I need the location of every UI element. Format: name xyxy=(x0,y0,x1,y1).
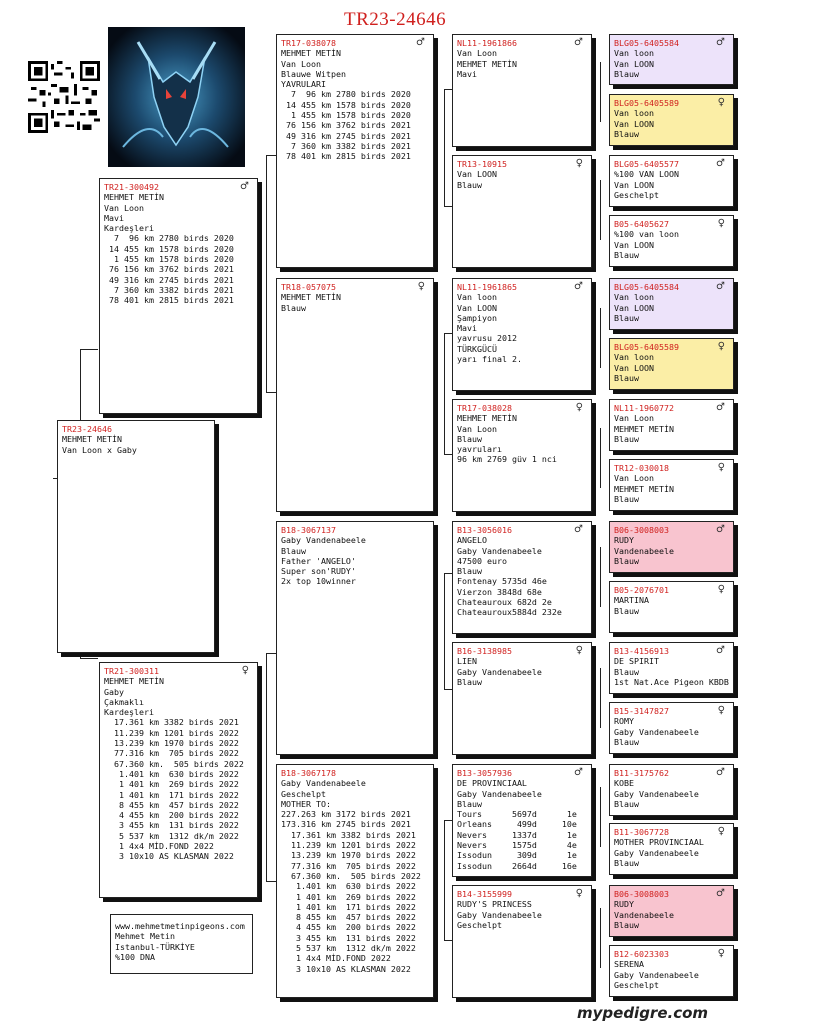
subject-card[interactable]: TR23-24646 MEHMET METİN Van Loon x Gaby xyxy=(57,420,215,653)
male-icon: ♂ xyxy=(716,281,725,292)
female-icon: ♀ xyxy=(575,888,583,899)
male-icon: ♂ xyxy=(716,402,725,413)
g4-card-15[interactable]: B12-6023303 ♀ SERENA Gaby Vandenabeele Geschelpt xyxy=(609,945,734,997)
pigeon-photo xyxy=(108,27,245,167)
male-icon: ♂ xyxy=(716,888,725,899)
male-icon: ♂ xyxy=(416,37,425,48)
g4-card-14[interactable]: B06-3008003 ♂ RUDY Vandenabeele Blauw xyxy=(609,885,734,937)
g4-card-2[interactable]: BLG05-6405577 ♂ %100 VAN LOON Van LOON Geschelpt xyxy=(609,155,734,207)
qr-code-icon xyxy=(28,61,100,133)
male-icon: ♂ xyxy=(716,767,725,778)
male-icon: ♂ xyxy=(574,37,583,48)
owner-info-box: www.mehmetmetinpigeons.com Mehmet Metin Istanbul-TÜRKİYE %100 DNA xyxy=(110,914,253,974)
male-icon: ♂ xyxy=(240,181,249,192)
g4-card-4[interactable]: BLG05-6405584 ♂ Van loon Van LOON Blauw xyxy=(609,278,734,330)
dam-card[interactable]: TR21-300311 ♀ MEHMET METİN Gaby Çakmaklı Kardeşleri 17.361 km 3382 birds 2021 11.239 km 1201 birds 2022 13.239 km 1970 birds 2022 77.316 km 705 birds 2022 67.360 km. 505 birds 2022 1.401 km 630 birds 2022 1 401 km 269 birds 2022 1 401 km 171 birds 2022 8 455 km 457 birds 2022 4 455 km 200 birds 2022 3 455 km 131 birds 2022 5 537 km 1312 dk/m 2022 1 4x4 MİD.FOND 2022 3 10x10 AS KLASMAN 2022 xyxy=(99,662,258,898)
g4-card-1[interactable]: BLG05-6405589 ♀ Van loon Van LOON Blauw xyxy=(609,94,734,146)
subject-ring: TR23-24646 xyxy=(62,424,112,434)
male-icon: ♂ xyxy=(574,767,583,778)
g4-card-0[interactable]: BLG05-6405584 ♂ Van loon Van LOON Blauw xyxy=(609,34,734,85)
g2-card-0[interactable]: TR17-038078 ♂ MEHMET METİN Van Loon Blauwe Witpen YAVRULARI 7 96 km 2780 birds 2020 14 455 km 1578 birds 2020 1 455 km 1578 birds 2020 76 156 km 3762 birds 2021 49 316 km 2745 birds 2021 7 360 km 3382 birds 2021 78 401 km 2815 birds 2021 xyxy=(276,34,434,268)
g3-card-4[interactable]: B13-3056016 ♂ ANGELO Gaby Vandenabeele 47500 euro Blauw Fontenay 5735d 46e Vierzon 3848d 68e Chateauroux 682d 2e Chateauroux5884d 232e xyxy=(452,521,592,634)
g3-card-2[interactable]: NL11-1961865 ♂ Van loon Van LOON Şampiyon Mavi yavrusu 2012 TÜRKGÜCÜ yarı final 2. xyxy=(452,278,592,391)
g4-card-11[interactable]: B15-3147827 ♀ ROMY Gaby Vandenabeele Blauw xyxy=(609,702,734,754)
g4-card-6[interactable]: NL11-1960772 ♂ Van Loon MEHMET METİN Blauw xyxy=(609,399,734,451)
g3-card-0[interactable]: NL11-1961866 ♂ Van Loon MEHMET METİN Mavi xyxy=(452,34,592,147)
g4-card-3[interactable]: B05-6405627 ♀ %100 van loon Van LOON Blauw xyxy=(609,215,734,267)
female-icon: ♀ xyxy=(575,645,583,656)
g3-card-3[interactable]: TR17-038028 ♀ MEHMET METİN Van Loon Blauw yavruları 96 km 2769 güv 1 nci xyxy=(452,399,592,512)
male-icon: ♂ xyxy=(574,281,583,292)
female-icon: ♀ xyxy=(717,341,725,352)
g3-card-6[interactable]: B13-3057936 ♂ DE PROVINCIAAL Gaby Vandenabeele Blauw Tours 5697d 1e Orleans 499d 10e Nevers 1337d 1e Nevers 1575d 4e Issodun 309d 1e Issodun 2664d 16e xyxy=(452,764,592,877)
female-icon: ♀ xyxy=(717,948,725,959)
female-icon: ♀ xyxy=(717,584,725,595)
female-icon: ♀ xyxy=(717,97,725,108)
website-link[interactable]: www.mehmetmetinpigeons.com xyxy=(115,921,245,931)
brand-logo[interactable]: mypedigre.com xyxy=(577,1004,709,1022)
g2-card-3[interactable]: B18-3067178 Gaby Vandenabeele Geschelpt MOTHER TO: 227.263 km 3172 birds 2021 173.316 km 2745 birds 2021 17.361 km 3382 birds 2021 11.239 km 1201 birds 2022 13.239 km 1970 birds 2022 77.316 km 705 birds 2022 67.360 km. 505 birds 2022 1.401 km 630 birds 2022 1 401 km 269 birds 2022 1 401 km 171 birds 2022 8 455 km 457 birds 2022 4 455 km 200 birds 2022 3 455 km 131 birds 2022 5 537 km 1312 dk/m 2022 1 4x4 MİD.FOND 2022 3 10x10 AS KLASMAN 2022 xyxy=(276,764,434,998)
g3-card-7[interactable]: B14-3155999 ♀ RUDY'S PRINCESS Gaby Vandenabeele Geschelpt xyxy=(452,885,592,998)
female-icon: ♀ xyxy=(717,462,725,473)
female-icon: ♀ xyxy=(241,665,249,676)
g4-card-10[interactable]: B13-4156913 ♂ DE SPIRIT Blauw 1st Nat.Ace Pigeon KBDB xyxy=(609,642,734,694)
female-icon: ♀ xyxy=(717,705,725,716)
male-icon: ♂ xyxy=(716,524,725,535)
male-icon: ♂ xyxy=(574,524,583,535)
pedigree-title: TR23-24646 xyxy=(344,9,447,30)
female-icon: ♀ xyxy=(417,281,425,292)
female-icon: ♀ xyxy=(717,826,725,837)
sire-card[interactable]: TR21-300492 ♂ MEHMET METİN Van Loon Mavi Kardeşleri 7 96 km 2780 birds 2020 14 455 km 1578 birds 2020 1 455 km 1578 birds 2020 76 156 km 3762 birds 2021 49 316 km 2745 birds 2021 7 360 km 3382 birds 2021 78 401 km 2815 birds 2021 xyxy=(99,178,258,414)
g4-card-7[interactable]: TR12-030018 ♀ Van Loon MEHMET METİN Blauw xyxy=(609,459,734,511)
g4-card-8[interactable]: B06-3008003 ♂ RUDY Vandenabeele Blauw xyxy=(609,521,734,573)
male-icon: ♂ xyxy=(716,645,725,656)
female-icon: ♀ xyxy=(575,158,583,169)
g3-card-5[interactable]: B16-3138985 ♀ LIEN Gaby Vandenabeele Blauw xyxy=(452,642,592,755)
female-icon: ♀ xyxy=(575,402,583,413)
g2-card-2[interactable]: B18-3067137 Gaby Vandenabeele Blauw Father 'ANGELO' Super son'RUDY' 2x top 10winner xyxy=(276,521,434,755)
g3-card-1[interactable]: TR13-10915 ♀ Van LOON Blauw xyxy=(452,155,592,268)
g4-card-9[interactable]: B05-2076701 ♀ MARTINA Blauw xyxy=(609,581,734,633)
g4-card-5[interactable]: BLG05-6405589 ♀ Van loon Van LOON Blauw xyxy=(609,338,734,390)
g4-card-12[interactable]: B11-3175762 ♂ KOBE Gaby Vandenabeele Blauw xyxy=(609,764,734,816)
male-icon: ♂ xyxy=(716,158,725,169)
g2-card-1[interactable]: TR18-057075 ♀ MEHMET METİN Blauw xyxy=(276,278,434,512)
g4-card-13[interactable]: B11-3067728 ♀ MOTHER PROVINCIAAL Gaby Vandenabeele Blauw xyxy=(609,823,734,875)
male-icon: ♂ xyxy=(716,37,725,48)
female-icon: ♀ xyxy=(717,218,725,229)
